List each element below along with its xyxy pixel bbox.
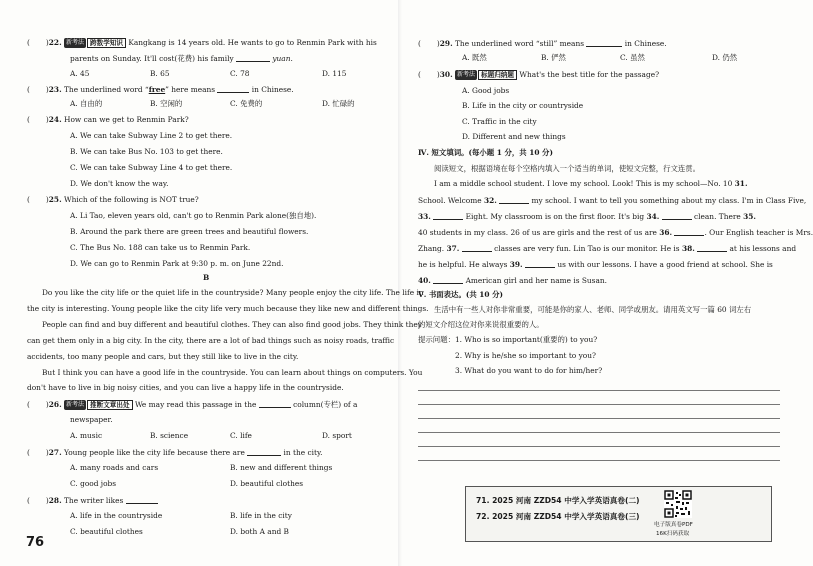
qr-caption-2: 16K扫码获取 [656,531,690,537]
option-a[interactable]: A. 自由的 [70,99,103,108]
option-c[interactable]: C. 虽然 [620,53,645,62]
option-d[interactable]: D. both A and B [230,527,289,536]
page-number: 76 [26,535,45,550]
question-24: ( )24. How can we get to Renmin Park? [27,115,189,124]
cloze-line-6: he is helpful. He always 39. us with our lessons. I have a good friend at school. She is [418,260,773,269]
writing-line[interactable] [418,390,780,391]
option-c[interactable]: C. beautiful clothes [70,527,143,536]
hint-3: 3. What do you want to do for him/her? [455,366,603,375]
option-c[interactable]: C. good jobs [70,479,117,488]
section-4-title: Ⅳ. 短文填词。(每小题 1 分，共 10 分) [418,148,553,157]
option-b[interactable]: B. 65 [150,69,170,78]
question-25: ( )25. Which of the following is NOT true? [27,195,199,204]
option-b[interactable]: B. 空闲的 [150,99,183,108]
option-a[interactable]: A. We can take Subway Line 2 to get there. [70,131,233,140]
writing-line[interactable] [418,404,780,405]
cloze-line-7: 40. American girl and her name is Susan. [418,276,607,285]
question-28: ( )28. The writer likes [27,495,158,506]
option-d[interactable]: D. 115 [322,69,347,78]
cloze-line-2: School. Welcome 32. my school. I want to tell you something about my class. I'm in Class Five, [418,196,807,205]
writing-line[interactable] [418,446,780,447]
cloze-line-5: Zhang. 37. classes are very fun. Lin Tao is our monitor. He is 38. at his lessons and [418,244,797,253]
option-c[interactable]: C. We can take Subway Line 4 to get there. [70,163,233,172]
new-type-tag: 新考法 [66,401,85,408]
option-d[interactable]: D. beautiful clothes [230,479,304,488]
cloze-line-4: 40 students in my class. 26 of us are girls and the rest of us are 36. . Our English teacher is Mrs. [418,228,813,237]
option-a[interactable]: A. life in the countryside [70,511,163,520]
new-type-tag: 新考法 [66,39,85,46]
option-b[interactable]: B. We can take Bus No. 103 to get there. [70,147,223,156]
hint-2: 2. Why is he/she so important to you? [455,351,596,360]
passage-line: People can find and buy different and beautiful clothes. They can also find good jobs. They think they [42,320,422,329]
writing-line[interactable] [418,418,780,419]
option-a[interactable]: A. many roads and cars [70,463,159,472]
option-d[interactable]: D. 仍然 [712,53,738,62]
qr-caption: 电子版真卷PDF [654,522,693,528]
passage-line: accidents, too many people and cars, but they still like to live in the city. [27,352,299,361]
passage-line: Do you like the city life or the quiet life in the countryside? Many people enjoy the city life. The life in [42,288,424,297]
question-26-line2: newspaper. [70,415,113,424]
option-b[interactable]: B. 俨然 [541,53,566,62]
option-c[interactable]: C. life [230,431,252,440]
question-23: ( )23. The underlined word “free” here means in Chinese. [27,85,294,94]
option-b[interactable]: B. life in the city [230,511,292,520]
question-27: ( )27. Young people like the city life because there are in the city. [27,448,323,457]
question-30: ( )30. 新考法 标题归纳题 What's the best title for the passage? [418,70,660,79]
section-5-title: Ⅴ. 书面表达。(共 10 分) [418,290,504,299]
option-d[interactable]: D. Different and new things [462,132,566,141]
option-b[interactable]: B. Around the park there are green trees and beautiful flowers. [70,227,309,236]
footer-box [465,486,772,542]
writing-line[interactable] [418,460,780,461]
question-22-line2: parents on Sunday. It'll cost(花费) his family yuan. [70,54,293,63]
footer-line-72: 72. 2025 河南 ZZD54 中学入学英语真卷(三) [476,512,640,521]
option-b[interactable]: B. new and different things [230,463,333,472]
page-gutter [398,0,402,566]
option-d[interactable]: D. 忙碌的 [322,99,355,108]
question-22: ( )22. 新考法 跨数学知识 Kangkang is 14 years old. He wants to go to Renmin Park with his [27,38,377,47]
option-a[interactable]: A. 既然 [462,53,487,62]
passage-line: don't have to live in big noisy cities, and you can live a happy life in the countryside. [27,383,344,392]
option-d[interactable]: D. sport [322,431,352,440]
question-29: ( )29. The underlined word “still” means in Chinese. [418,39,667,48]
section-b-heading: B [203,273,210,282]
qr-code-icon[interactable] [664,490,692,518]
section-5-instructions-2: 的短文介绍这位对你来说很重要的人。 [418,320,544,329]
option-a[interactable]: A. Good jobs [462,86,510,95]
option-d[interactable]: D. We can go to Renmin Park at 9:30 p. m. on June 22nd. [70,259,284,268]
option-c[interactable]: C. The Bus No. 188 can take us to Renmin Park. [70,243,251,252]
section-4-instructions: 阅读短文，根据语境在每个空格内填入一个适当的单词，使短文完整，行文连贯。 [434,164,701,173]
new-type-tag: 新考法 [457,71,476,78]
option-c[interactable]: C. 免费的 [230,99,263,108]
option-d[interactable]: D. We don't know the way. [70,179,169,188]
section-5-instructions: 生活中有一些人对你非常重要，可能是你的家人、老师、同学或朋友。请用英文写一篇 60 词左右 [434,305,752,314]
passage-line: the city is interesting. Young people like the city life very much because they like new and different things. [27,304,429,313]
option-c[interactable]: C. Traffic in the city [462,117,537,126]
option-b[interactable]: B. science [150,431,189,440]
option-a[interactable]: A. Li Tao, eleven years old, can't go to Renmin Park alone(独自地). [70,211,317,220]
cloze-line-1: I am a middle school student. I love my school. Look! This is my school—No. 10 31. [434,179,748,188]
option-a[interactable]: A. 45 [70,69,90,78]
option-a[interactable]: A. music [70,431,103,440]
passage-line: But I think you can have a good life in the countryside. You can learn about things on computers. You [42,368,423,377]
writing-line[interactable] [418,432,780,433]
footer-line-71: 71. 2025 河南 ZZD54 中学入学英语真卷(二) [476,496,640,505]
passage-line: can get them only in a big city. In the city, there are a lot of bad things such as noisy roads, traffic [27,336,395,345]
cloze-line-3: 33. Eight. My classroom is on the first floor. It's big 34. clean. There 35. [418,212,756,221]
question-26: ( )26. 新考法 推断文章出处 We may read this passage in the column(专栏) of a [27,400,358,409]
option-b[interactable]: B. Life in the city or countryside [462,101,584,110]
option-c[interactable]: C. 78 [230,69,250,78]
hint-1: 提示问题：1. Who is so important(重要的) to you? [418,335,598,344]
